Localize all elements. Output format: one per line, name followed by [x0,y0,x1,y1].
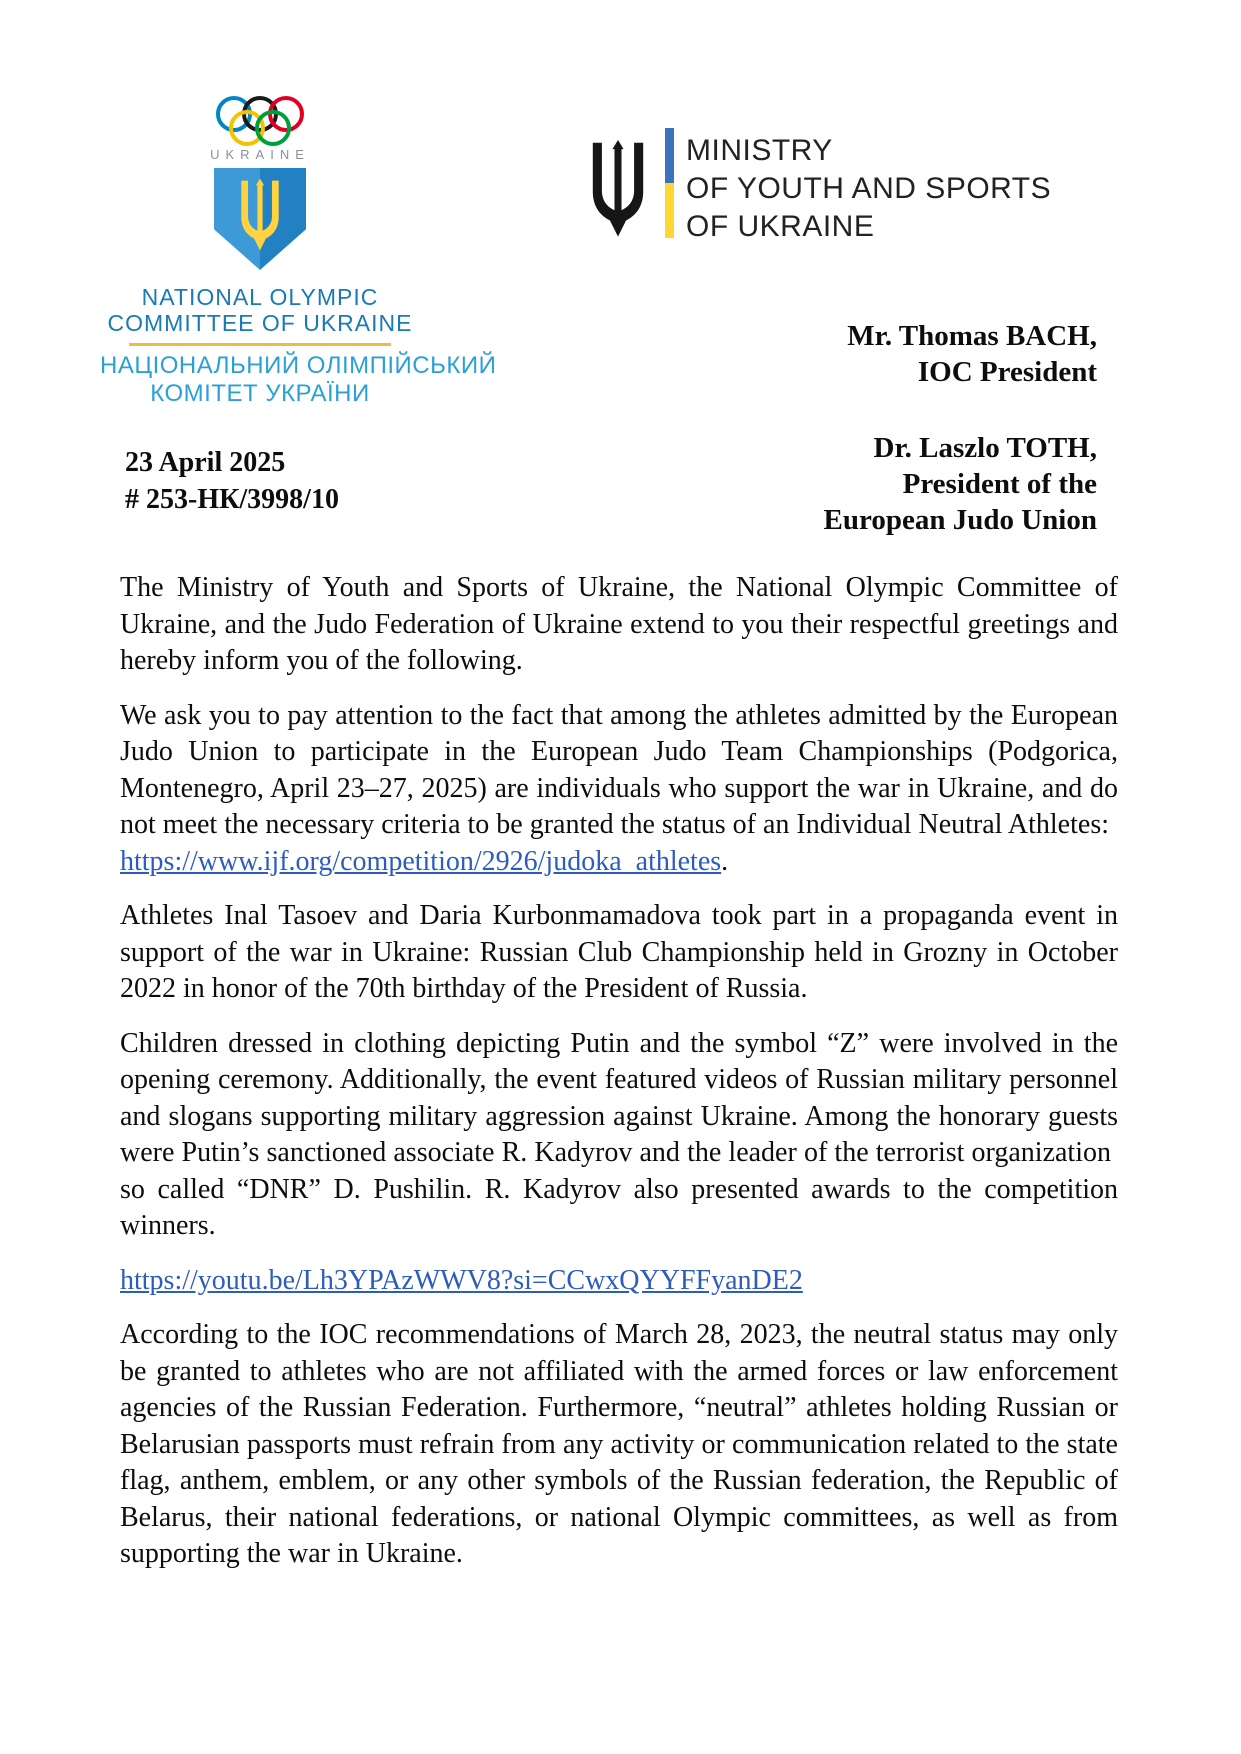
paragraph-greeting: The Ministry of Youth and Sports of Ukraine, the National Olympic Committee of Ukraine, and the Judo Federation of Ukraine extend to you their respectful greetings and hereby inform you of the following. [120,572,1118,676]
recipient-name: Dr. Laszlo TOTH, [873,432,1097,464]
recipient-title-line2: European Judo Union [823,504,1097,536]
date-ref-block [125,444,339,518]
paragraph-propaganda-event: Athletes Inal Tasoev and Daria Kurbonmamadova took part in a propaganda event in support of the war in Ukraine: Russian Club Championship held in Grozny in October 2022 in honor of the 70th birthday of the President of Russia. [120,900,1118,1004]
noc-shield-trident-icon [214,168,306,270]
ijf-link-period: . [721,845,729,877]
ukraine-flag-bar-icon [665,128,674,238]
flag-bar-yellow [665,183,674,238]
noc-name-en-line1: NATIONAL OLYMPIC [141,284,379,310]
letter-date: 23 April 2025 [125,447,286,478]
recipients-block [824,318,1097,538]
noc-name-en-line2: COMMITTEE OF UKRAINE [107,310,413,336]
ministry-line1: MINISTRY [686,134,833,167]
noc-name-ukrainian [100,352,497,408]
flag-bar-blue [665,128,674,183]
ijf-competition-link[interactable]: https://www.ijf.org/competition/2926/judoka_athletes [120,845,722,877]
noc-rings-label: UKRAINE [210,147,310,162]
noc-name-ua-line1: НАЦІОНАЛЬНИЙ ОЛІМПІЙСЬКИЙ [100,352,497,379]
paragraph-youtube [120,1263,1118,1300]
ministry-wordmark [686,132,1051,246]
noc-name-ua-line2: КОМІТЕТ УКРАЇНИ [150,380,370,407]
letter-body [120,570,1118,1591]
paragraph-opening-ceremony: Children dressed in clothing depicting Putin and the symbol “Z” were involved in the opening ceremony. Additionally, the event featured videos of Russian military personnel and slogans supporting military aggression against Ukraine. Among the honorary guests were Putin’s sanctioned associate R. Kadyrov and the leader of the terrorist organization so called “DNR” D. Pushilin. R. Kadyrov also presented awards to the competition winners. [120,1027,1118,1241]
paragraph-ioc-recommendations: According to the IOC recommendations of March 28, 2023, the neutral status may only be granted to athletes who are not affiliated with the armed forces or law enforcement agencies of the Russian Federation. Furthermore, “neutral” athletes holding Russian or Belarusian passports must refrain from any activity or communication related to the state flag, anthem, emblem, or any other symbols of the Russian federation, the Republic of Belarus, their national federations, or national Olympic committees, as well as from supporting the war in Ukraine. [120,1319,1118,1569]
recipient-thomas-bach [824,318,1097,390]
youtube-evidence-link[interactable]: https://youtu.be/Lh3YPAzWWV8?si=CCwxQYYFFyanDE2 [120,1264,803,1296]
olympic-rings-icon [216,96,304,143]
ministry-line2: OF YOUTH AND SPORTS [686,172,1052,205]
olympic-ring-green [255,110,291,146]
letter-ref-number: # 253-НК/3998/10 [125,484,339,515]
ministry-trident-icon [583,140,653,238]
recipient-laszlo-toth [824,430,1097,538]
recipient-title: IOC President [917,356,1097,388]
ministry-logo [583,126,1051,246]
paragraph-athletes-admitted-text: We ask you to pay attention to the fact that among the athletes admitted by the European Judo Union to participate in the European Judo Team Championships (Podgorica, Montenegro, April 23–27, 2025) are individuals who support the war in Ukraine, and do not meet the necessary criteria to be granted the status of an Individual Neutral Athletes: [120,699,1118,840]
noc-divider-rule [129,343,391,346]
paragraph-athletes-admitted [120,698,1118,881]
noc-logo [100,96,497,408]
recipient-name: Mr. Thomas BACH, [847,320,1097,352]
recipient-title-line1: President of the [902,468,1097,500]
ministry-line3: OF UKRAINE [686,210,875,243]
noc-name-english [100,284,420,336]
